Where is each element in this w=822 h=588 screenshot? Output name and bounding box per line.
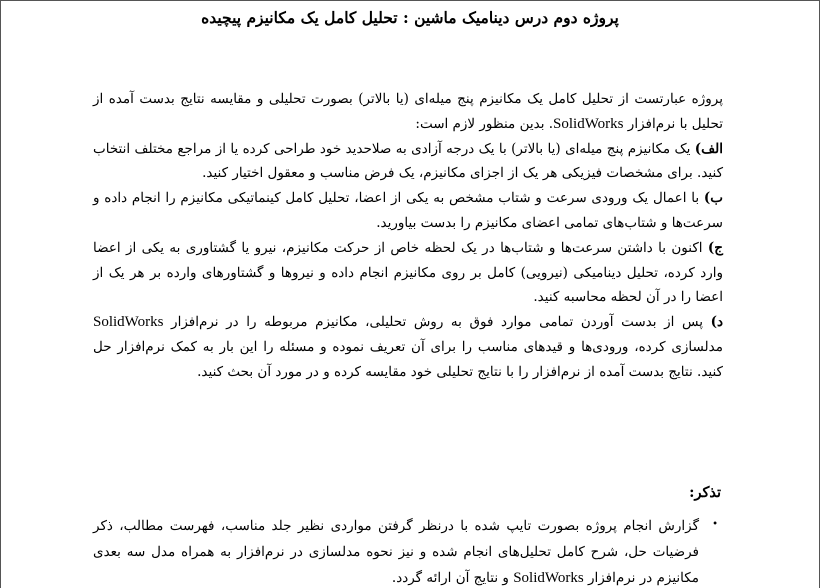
intro-text-before: پروژه عبارتست از تحلیل کامل یک مکانیزم پنج میله‌ای (یا بالاتر) بصورت تحلیلی و مقایسه نتایج بدست آمده از تحلیل با نرم‌افزار [93,91,723,132]
item-software-name: SolidWorks [93,314,164,331]
item-jim [93,236,723,310]
intro-paragraph [93,87,723,137]
note-bullet-item [93,513,699,588]
item-text-before: پس از بدست آوردن تمامی موارد فوق به روش تحلیلی، مکانیزم مربوطه را در نرم‌افزار [163,314,711,331]
intro-software-name: SolidWorks [553,115,624,132]
item-be [93,186,723,236]
item-text: یک مکانیزم پنج میله‌ای (یا بالاتر) با یک درجه آزادی به صلاحدید خود طراحی کرده یا از مراجع مختلف انتخاب کنید. برای مشخصات فیزیکی هر یک از اجزای مکانیزم، یک فرض مناسب و معقول اختیار کنید. [93,140,723,182]
bullet-icon: • [712,519,718,530]
item-label: د) [710,314,723,331]
item-alef [93,137,723,187]
item-label: ج) [707,239,723,256]
note-text-after: و نتایج آن ارائه گردد. [391,570,514,586]
item-label: ب) [703,190,723,207]
item-text: با اعمال یک ورودی سرعت و شتاب مشخص به یکی از اعضا، تحلیل کامل کینماتیکی مکانیزم را انجام داده و سرعت‌ها و شتاب‌های تمامی اعضای مکانیزم را بدست بیاورید. [93,190,723,231]
item-label: الف) [694,140,723,157]
intro-text-after: . بدین منظور لازم است: [415,115,554,132]
note-text-before: گزارش انجام پروژه بصورت تایپ شده با درنظر گرفتن مواردی نظیر جلد مناسب، فهرست مطالب، ذکر فرضیات حل، شرح کامل تحلیل‌های انجام شده و نیز نحوه مدلسازی در نرم‌افزار به همراه مدل سه بعدی مکانیزم در نرم‌افزار [93,518,699,586]
item-text-after: مدلسازی کرده، ورودی‌ها و قیدهای مناسب را برای آن تعریف نموده و مسئله را این بار به کمک نرم‌افزار حل کنید. نتایج بدست آمده از نرم‌افزار را با نتایج تحلیلی خود مقایسه کرده و در مورد آن بحث کنید. [93,338,723,380]
document-body [93,87,723,385]
item-dal [93,310,723,384]
note-software-name: SolidWorks [513,570,584,586]
document-title: پروژه دوم درس دینامیک ماشین : تحلیل کامل یک مکانیزم پیچیده [201,8,619,27]
note-heading: تذکر: [689,484,721,501]
item-text: اکنون با داشتن سرعت‌ها و شتاب‌ها در یک لحظه خاص از حرکت مکانیزم، نیرو یا گشتاوری به یکی از اعضا وارد کرده، تحلیل دینامیکی (نیرویی) کامل بر روی مکانیزم انجام داده و نیروها و گشتاورهای وارده بر هر یک از اعضا را در آن لحظه محاسبه کنید. [93,239,723,306]
